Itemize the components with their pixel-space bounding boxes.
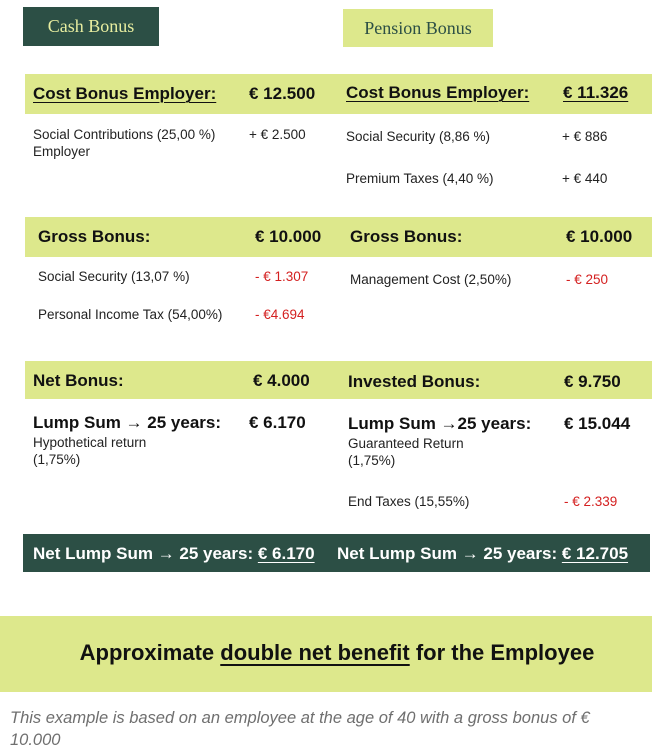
benefit-emphasis: double net benefit [220, 640, 410, 665]
pension-premium-tax-value: + € 440 [562, 171, 608, 186]
cash-social-contrib-label: Social Contributions (25,00 %) Employer [33, 127, 216, 159]
pension-social-security-label: Social Security (8,86 %) [346, 129, 491, 144]
cash-cost-label: Cost Bonus Employer: [33, 84, 217, 103]
cash-lump-value: € 6.170 [249, 413, 306, 432]
pension-invested-label: Invested Bonus: [348, 372, 481, 391]
cash-social-security-value: - € 1.307 [255, 269, 309, 284]
cash-net-value: € 4.000 [253, 371, 310, 390]
cash-lump-label: Lump Sum → 25 years: [33, 413, 222, 432]
cash-net-lump-label: Net Lump Sum → 25 years: [33, 544, 254, 563]
cash-income-tax-value: - €4.694 [255, 307, 305, 322]
cash-social-security-label: Social Security (13,07 %) [38, 269, 190, 284]
pension-cost-label: Cost Bonus Employer: [346, 83, 530, 102]
pension-cost-value: € 11.326 [563, 83, 629, 102]
pension-social-security-value: + € 886 [562, 129, 608, 144]
pension-end-tax-value: - € 2.339 [564, 494, 618, 509]
pension-gross-label: Gross Bonus: [350, 227, 463, 246]
pension-net-lump [337, 544, 628, 564]
cash-bonus-tag: Cash Bonus [23, 7, 159, 46]
footnote: This example is based on an employee at the age of 40 with a gross bonus of € 10.000 [10, 709, 590, 749]
pension-mgmt-cost-value: - € 250 [566, 272, 609, 287]
pension-bonus-tag: Pension Bonus [343, 9, 493, 47]
cash-net-label: Net Bonus: [33, 371, 124, 390]
cash-cost-value: € 12.500 [249, 84, 316, 103]
pension-net-lump-value: € 12.705 [561, 544, 629, 563]
cash-lump-sub: Hypothetical return (1,75%) [33, 435, 147, 467]
benefit-pre: Approximate [79, 640, 221, 665]
pension-premium-tax-label: Premium Taxes (4,40 %) [346, 171, 494, 186]
cash-net-lump [33, 544, 315, 564]
benefit-post: for the Employee [409, 640, 595, 665]
pension-invested-value: € 9.750 [564, 372, 621, 391]
cash-income-tax-label: Personal Income Tax (54,00%) [38, 307, 223, 322]
cash-gross-label: Gross Bonus: [38, 227, 151, 246]
pension-end-tax-label: End Taxes (15,55%) [348, 494, 470, 509]
pension-net-lump-label: Net Lump Sum → 25 years: [337, 544, 558, 563]
cash-net-lump-value: € 6.170 [257, 544, 315, 563]
benefit-statement [0, 640, 652, 666]
pension-gross-value: € 10.000 [566, 227, 633, 246]
pension-lump-sub: Guaranteed Return (1,75%) [348, 436, 464, 468]
cash-gross-value: € 10.000 [255, 227, 322, 246]
pension-lump-value: € 15.044 [564, 414, 631, 433]
pension-lump-label: Lump Sum →25 years: [348, 414, 532, 433]
pension-mgmt-cost-label: Management Cost (2,50%) [350, 272, 512, 287]
cash-social-contrib-value: + € 2.500 [249, 127, 306, 142]
